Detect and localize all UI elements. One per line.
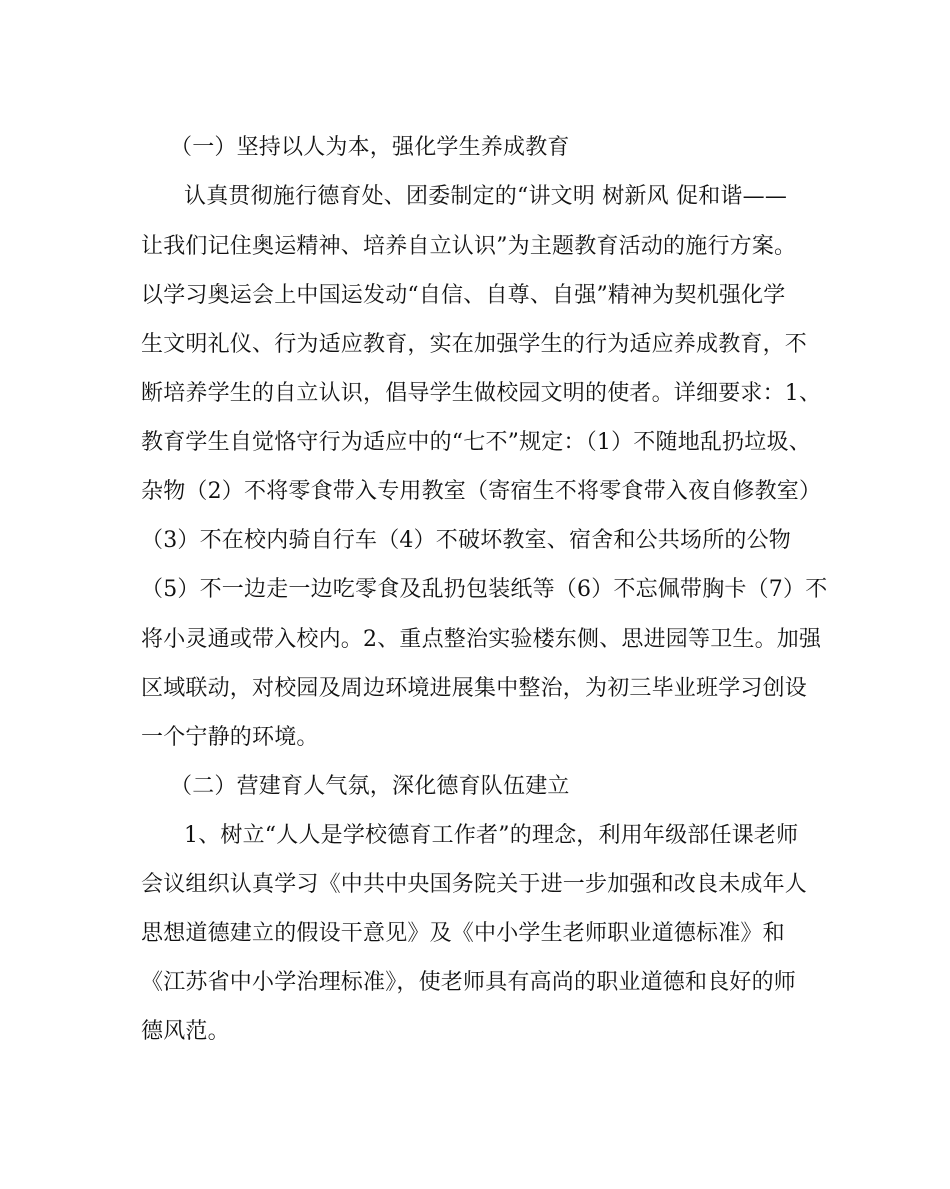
section1-line-3: 以学习奥运会上中国运发动“自信、自尊、自强”精神为契机强化学 <box>141 283 786 308</box>
section1-line-7: 杂物（2）不将零食带入专用教室（寄宿生不将零食带入夜自修教室） <box>141 479 822 504</box>
section1-line-11: 区域联动，对校园及周边环境进展集中整治，为初三毕业班学习创设 <box>141 676 808 701</box>
section2-line-5: 德风范。 <box>141 1019 230 1044</box>
section1-line-6: 教育学生自觉恪守行为适应中的“七不”规定：（1）不随地乱扔垃圾、 <box>141 430 811 455</box>
section2-line-4: 《江苏省中小学治理标准》，使老师具有高尚的职业道德和良好的师 <box>141 970 797 995</box>
section2-line-1: 1、树立“人人是学校德育工作者”的理念，利用年级部任课老师 <box>184 823 799 848</box>
section1-line-5: 断培养学生的自立认识，倡导学生做校园文明的使者。详细要求：1、 <box>141 381 822 406</box>
section1-line-1: 认真贯彻施行德育处、团委制定的“讲文明 树新风 促和谐—— <box>184 184 788 209</box>
section2-line-2: 会议组织认真学习《中共中央国务院关于进一步加强和改良未成年人 <box>141 872 808 897</box>
section1-line-4: 生文明礼仪、行为适应教育，实在加强学生的行为适应养成教育，不 <box>141 332 808 357</box>
section2-line-3: 思想道德建立的假设干意见》及《中小学生老师职业道德标准》和 <box>141 921 785 946</box>
section1-line-9: （5）不一边走一边吃零食及乱扔包装纸等（6）不忘佩带胸卡（7）不 <box>141 577 828 602</box>
section1-heading: （一）坚持以人为本，强化学生养成教育 <box>170 135 570 160</box>
section1-line-2: 让我们记住奥运精神、培养自立认识”为主题教育活动的施行方案。 <box>141 234 797 259</box>
section1-line-12: 一个宁静的环境。 <box>141 725 319 750</box>
section1-line-8: （3）不在校内骑自行车（4）不破坏教室、宿舍和公共场所的公物 <box>141 528 791 553</box>
section1-line-10: 将小灵通或带入校内。2、重点整治实验楼东侧、思进园等卫生。加强 <box>141 627 822 652</box>
section2-heading: （二）营建育人气氛，深化德育队伍建立 <box>170 774 570 799</box>
